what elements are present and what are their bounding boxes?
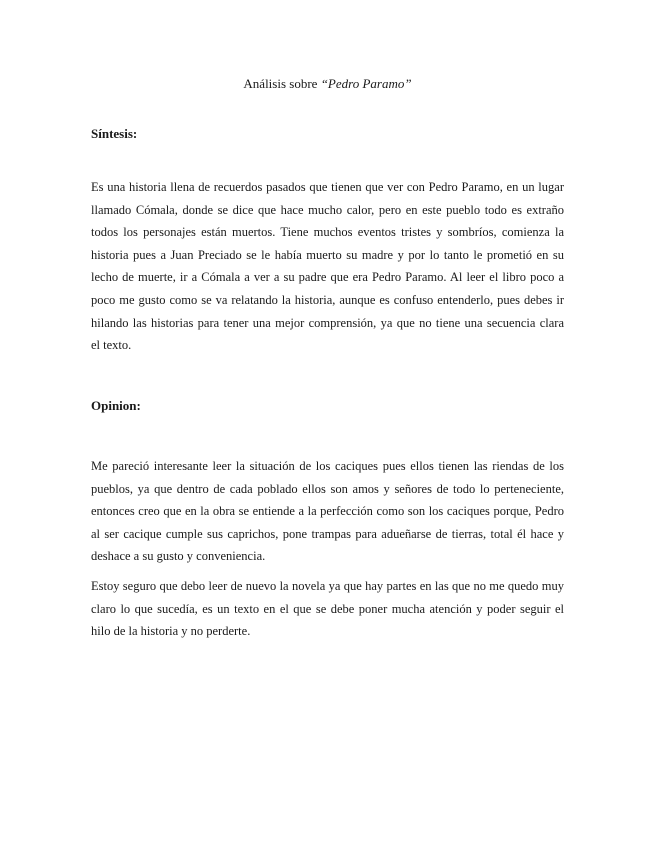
paragraph-line: historia pues a Juan Preciado se le había muerto su madre y por lo tanto le prometió en su [91, 247, 564, 262]
title-book-name: “Pedro Paramo” [320, 76, 412, 91]
opinion-paragraph-2 [91, 575, 564, 643]
paragraph-line: poco me gusto como se va relatando la historia, aunque es confuso entenderlo, pues debes ir [91, 292, 564, 307]
paragraph-line: pueblos, ya que dentro de cada poblado ellos son amos y señores de todo lo perteneciente, [91, 481, 564, 496]
document-title [0, 75, 655, 93]
paragraph-line: entonces creo que en la obra se entiende a la perfección como son los caciques porque, Pedro [91, 504, 564, 519]
paragraph-line: deshace a su gusto y conveniencia. [91, 549, 266, 564]
paragraph-line: claro lo que sucedía, es un texto en el que se debe poner mucha atención y poder seguir el [91, 601, 564, 616]
paragraph-line: el texto. [91, 338, 132, 353]
title-prefix: Análisis sobre [243, 76, 321, 91]
section-heading-sintesis: Síntesis: [91, 126, 138, 141]
opinion-paragraph-1 [91, 455, 564, 568]
sintesis-paragraph [91, 176, 564, 357]
paragraph-line: hilando las historias para tener una mejor comprensión, ya que no tiene una secuencia clara [91, 315, 564, 330]
paragraph-line: Me pareció interesante leer la situación de los caciques pues ellos tienen las riendas de los [91, 459, 564, 473]
section-heading-opinion: Opinion: [91, 398, 141, 413]
paragraph-line: lecho de muerte, ir a Cómala a ver a su padre que era Pedro Paramo. Al leer el libro poco a [91, 270, 564, 285]
paragraph-line: llamado Cómala, donde se dice que hace mucho calor, pero en este pueblo todo es extraño [91, 202, 564, 217]
paragraph-line: Es una historia llena de recuerdos pasados que tienen que ver con Pedro Paramo, en un lugar [91, 180, 564, 194]
paragraph-line: Estoy seguro que debo leer de nuevo la novela ya que hay partes en las que no me quedo muy [91, 579, 564, 593]
paragraph-line: hilo de la historia y no perderte. [91, 624, 251, 639]
paragraph-line: al ser cacique cumple sus caprichos, pone trampas para adueñarse de tierras, total él hace y [91, 526, 564, 541]
paragraph-line: todos los personajes están muertos. Tiene muchos eventos tristes y sombríos, comienza la [91, 225, 564, 240]
